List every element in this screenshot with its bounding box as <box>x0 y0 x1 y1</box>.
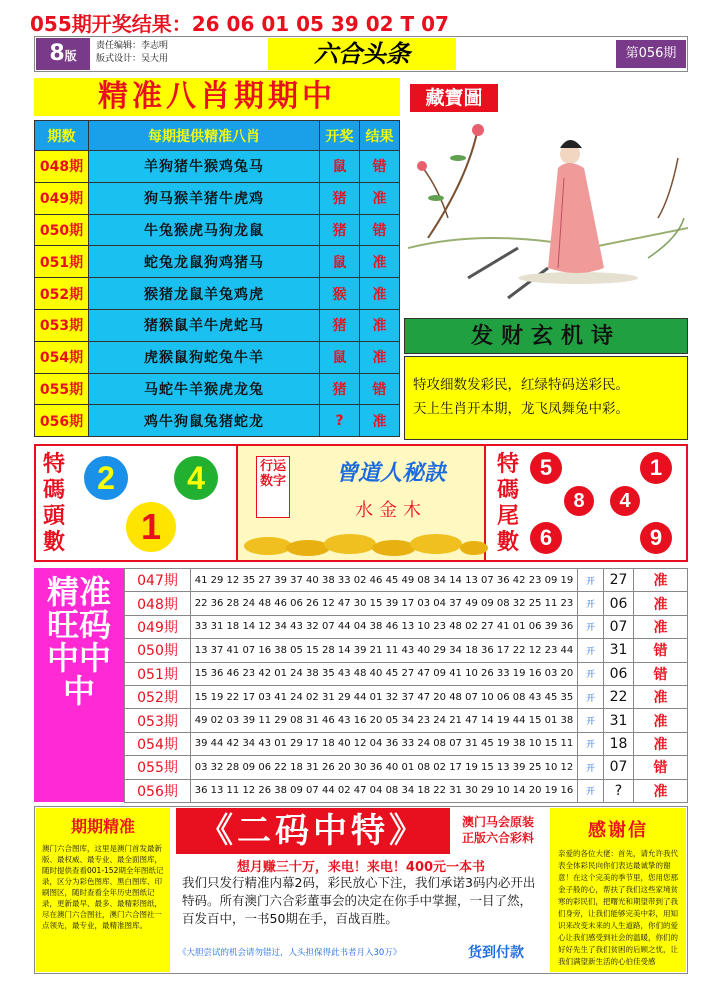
editor-credits <box>96 40 168 66</box>
open-label-cell: 开 <box>578 732 604 755</box>
secret-text: 水金木 <box>355 500 427 521</box>
zodiac-cell: 猴猪龙鼠羊兔鸡虎 <box>89 278 320 310</box>
period-cell: 053期 <box>35 309 89 341</box>
thanks-title: 感谢信 <box>588 820 648 841</box>
open-label-cell: 开 <box>578 685 604 708</box>
designer-line: 版式设计：吴大用 <box>96 54 169 64</box>
gold-ingots-icon <box>238 524 488 558</box>
table-row <box>35 373 400 405</box>
secret-box <box>236 446 486 560</box>
table-row <box>125 756 688 779</box>
result-cell: 准 <box>360 341 400 373</box>
table-row <box>35 214 400 246</box>
result-cell: 准 <box>634 592 688 615</box>
result-cell: 准 <box>634 685 688 708</box>
open-label-cell: 开 <box>578 615 604 638</box>
period-cell: 055期 <box>125 756 191 779</box>
open-label-cell: 开 <box>578 779 604 802</box>
period-cell: 050期 <box>125 639 191 662</box>
open-cell: 鼠 <box>320 151 360 183</box>
open-value-cell: 07 <box>604 615 634 638</box>
open-cell: ? <box>320 405 360 437</box>
open-cell: 猪 <box>320 182 360 214</box>
open-value-cell: 18 <box>604 732 634 755</box>
table-row <box>125 685 688 708</box>
open-label-cell: 开 <box>578 756 604 779</box>
open-cell: 鼠 <box>320 341 360 373</box>
period-cell: 056期 <box>125 779 191 802</box>
period-cell: 054期 <box>125 732 191 755</box>
numbers-cell: 15 19 22 17 03 41 24 02 31 29 44 01 32 37 47 20 48 07 10 06 08 43 45 35 <box>191 685 578 708</box>
period-cell: 049期 <box>35 182 89 214</box>
open-label-cell: 开 <box>578 639 604 662</box>
result-cell: 准 <box>360 246 400 278</box>
zodiac-cell: 马蛇牛羊猴虎龙兔 <box>89 373 320 405</box>
issue-number: 第056期 <box>616 40 686 68</box>
head-number-label: 特碼頭數 <box>42 452 65 555</box>
period-cell: 051期 <box>125 662 191 685</box>
open-value-cell: ? <box>604 779 634 802</box>
open-cell: 猪 <box>320 309 360 341</box>
table-row <box>35 405 400 437</box>
ad-note: 《大胆尝试的机会请勿错过，人头担保得此书者月入30万》 <box>178 948 402 958</box>
period-cell: 056期 <box>35 405 89 437</box>
period-cell: 047期 <box>125 569 191 592</box>
open-cell: 猪 <box>320 373 360 405</box>
open-label-cell: 开 <box>578 709 604 732</box>
numbers-cell: 36 13 11 12 26 38 09 07 44 02 47 04 08 34 18 22 31 30 29 10 14 20 19 16 <box>191 779 578 802</box>
tail-ball: 5 <box>530 452 562 484</box>
table-row <box>125 615 688 638</box>
treasure-map-label: 藏寶圖 <box>410 84 498 112</box>
macau-line-1: 澳门马会原装 <box>461 815 534 829</box>
paper-title: 六合头条 <box>268 38 456 70</box>
poem-body <box>404 356 688 440</box>
numbers-cell: 03 32 28 09 06 22 18 31 26 20 30 36 40 01 08 02 17 19 15 13 39 25 10 12 <box>191 756 578 779</box>
result-cell: 准 <box>360 278 400 310</box>
header-open: 开奖 <box>320 121 360 151</box>
open-value-cell: 06 <box>604 662 634 685</box>
zodiac-cell: 鸡牛狗鼠兔猪蛇龙 <box>89 405 320 437</box>
result-cell: 准 <box>360 182 400 214</box>
period-cell: 048期 <box>35 151 89 183</box>
slogan: 想月赚三十万，来电！来电！400元一本书 <box>236 860 486 875</box>
zodiac-cell: 牛兔猴虎马狗龙鼠 <box>89 214 320 246</box>
head-ball: 1 <box>126 502 176 552</box>
editor-line: 责任编辑：李志明 <box>96 41 169 51</box>
table-row <box>125 709 688 732</box>
table-row <box>125 662 688 685</box>
open-value-cell: 27 <box>604 569 634 592</box>
result-cell: 错 <box>634 662 688 685</box>
tail-ball: 4 <box>610 486 640 516</box>
page-unit: 版 <box>64 49 77 63</box>
page-number-badge <box>36 38 90 70</box>
table-header-row <box>35 121 400 151</box>
head-ball: 4 <box>174 456 218 500</box>
poem-title: 发财玄机诗 <box>404 318 688 354</box>
result-cell: 准 <box>634 709 688 732</box>
table-row <box>125 732 688 755</box>
numbers-cell: 41 29 12 35 27 39 37 40 38 33 02 46 45 49 08 34 14 13 07 36 42 23 09 19 <box>191 569 578 592</box>
thanks-text: 亲爱的各位大佬：首先，请允许我代表全体彩民向你们表达最诚挚的谢意！在这个完美的季节里，您用您那金子般的心，帮扶了我们这些家境贫寒的彩民们，把曙光和期望带到了我们身旁，让我们能够完美中彩，用知识来改变未来的人生道路，你们的爱心让我们感受到社会的温暖，你们的好好先生了我们贫困的后顾之忧，让我们满望新生活的心伯佳受感 <box>558 849 678 966</box>
cash-on-delivery: 货到付款 <box>468 945 524 961</box>
result-cell: 准 <box>360 405 400 437</box>
zodiac-cell: 虎猴鼠狗蛇兔牛羊 <box>89 341 320 373</box>
tail-balls <box>524 448 684 558</box>
result-headline: 055期开奖结果：26 06 01 05 39 02 T 07 <box>30 12 449 36</box>
open-value-cell: 22 <box>604 685 634 708</box>
open-value-cell: 31 <box>604 709 634 732</box>
table-row <box>125 592 688 615</box>
open-value-cell: 07 <box>604 756 634 779</box>
open-cell: 鼠 <box>320 246 360 278</box>
open-value-cell: 06 <box>604 592 634 615</box>
table-row <box>125 569 688 592</box>
tail-ball: 1 <box>640 452 672 484</box>
tail-ball: 6 <box>530 522 562 554</box>
numbers-cell: 15 36 46 23 42 01 24 38 35 43 48 40 45 27 47 09 41 10 26 33 19 16 03 20 <box>191 662 578 685</box>
header-zodiac: 每期提供精准八肖 <box>89 121 320 151</box>
hot-number-table <box>124 568 688 803</box>
macau-line-2: 正版六合彩料 <box>461 831 534 845</box>
result-cell: 准 <box>360 309 400 341</box>
period-cell: 053期 <box>125 709 191 732</box>
zodiac-cell: 羊狗猪牛猴鸡兔马 <box>89 151 320 183</box>
result-cell: 准 <box>634 779 688 802</box>
header-result: 结果 <box>360 121 400 151</box>
tail-number-label: 特碼尾數 <box>496 452 519 555</box>
period-cell: 052期 <box>125 685 191 708</box>
period-cell: 052期 <box>35 278 89 310</box>
poem-line-2: 天上生肖开本期，龙飞凤舞兔中彩。 <box>413 401 629 417</box>
period-cell: 048期 <box>125 592 191 615</box>
left-ad-box <box>36 808 170 972</box>
tail-ball: 8 <box>564 486 594 516</box>
result-cell: 准 <box>634 569 688 592</box>
result-cell: 错 <box>360 214 400 246</box>
table-row <box>35 151 400 183</box>
numbers-cell: 22 36 28 24 48 46 06 26 12 47 30 15 39 17 03 04 37 49 09 08 32 25 11 23 <box>191 592 578 615</box>
page-number: 8 <box>49 41 65 66</box>
ad-body: 我们只发行精准内幕2码，彩民放心下注，我们承诺3码内必开出特码。所有澳门六合彩董事会的决定在你手中掌握，一目了然，百发百中，一书50期在手，百战百胜。 <box>182 875 536 926</box>
table-row <box>35 246 400 278</box>
table-row <box>35 278 400 310</box>
thanks-letter-box <box>550 808 686 972</box>
zodiac-cell: 猪猴鼠羊牛虎蛇马 <box>89 309 320 341</box>
table-row <box>125 779 688 802</box>
tail-ball: 9 <box>640 522 672 554</box>
period-cell: 051期 <box>35 246 89 278</box>
result-cell: 错 <box>634 756 688 779</box>
eight-zodiac-table <box>34 120 400 437</box>
open-label-cell: 开 <box>578 592 604 615</box>
lady-painting <box>408 118 688 314</box>
numbers-cell: 39 44 42 34 43 01 29 17 18 40 12 04 36 33 24 08 07 31 45 19 38 10 15 11 <box>191 732 578 755</box>
result-cell: 错 <box>360 373 400 405</box>
period-cell: 055期 <box>35 373 89 405</box>
secret-title: 曾道人秘訣 <box>335 461 446 486</box>
eight-zodiac-title: 精准八肖期期中 <box>34 78 400 116</box>
open-value-cell: 31 <box>604 639 634 662</box>
zodiac-cell: 蛇兔龙鼠狗鸡猪马 <box>89 246 320 278</box>
table-row <box>35 309 400 341</box>
result-cell: 准 <box>634 732 688 755</box>
numbers-cell: 13 37 41 07 16 38 05 15 28 14 39 21 11 43 40 29 34 18 36 17 22 12 23 44 <box>191 639 578 662</box>
two-code-title: 《二码中特》 <box>176 808 450 854</box>
header-period: 期数 <box>35 121 89 151</box>
open-label-cell: 开 <box>578 662 604 685</box>
period-cell: 050期 <box>35 214 89 246</box>
period-cell: 054期 <box>35 341 89 373</box>
table-row <box>35 182 400 214</box>
open-cell: 猪 <box>320 214 360 246</box>
numbers-cell: 49 02 03 39 11 29 08 31 46 43 16 20 05 34 23 24 21 47 14 19 44 15 01 38 <box>191 709 578 732</box>
table-row <box>125 639 688 662</box>
table-row <box>35 341 400 373</box>
open-label-cell: 开 <box>578 569 604 592</box>
head-ball: 2 <box>84 456 128 500</box>
numbers-cell: 33 31 18 14 12 34 43 32 07 44 04 38 46 13 10 23 48 02 27 41 01 06 39 36 <box>191 615 578 638</box>
result-cell: 准 <box>634 615 688 638</box>
period-cell: 049期 <box>125 615 191 638</box>
left-ad-title: 期期精准 <box>70 817 135 836</box>
lucky-number-tag: 行运数字 <box>256 456 290 518</box>
head-balls <box>70 448 234 558</box>
left-ad-text: 澳门六合图库，这里是澳门首发最新版、最权威、最专业、最全面图库，随时提供查看001-152期全年图纸记录，区分为彩色图库、黑白图库、印刷图区，随时查看全年历史图纸记录，更新最早、最多、最精彩图纸，尽在澳门六合图社，澳门六合图社一点领先，最专业，最精准图库。 <box>42 844 164 930</box>
poem-line-1: 特攻细数发彩民，红绿特码送彩民。 <box>413 377 629 393</box>
result-cell: 错 <box>360 151 400 183</box>
macau-label <box>450 808 546 854</box>
zodiac-cell: 狗马猴羊猪牛虎鸡 <box>89 182 320 214</box>
open-cell: 猴 <box>320 278 360 310</box>
result-cell: 错 <box>634 639 688 662</box>
hot-number-title: 精准旺码中中中 <box>34 568 124 802</box>
